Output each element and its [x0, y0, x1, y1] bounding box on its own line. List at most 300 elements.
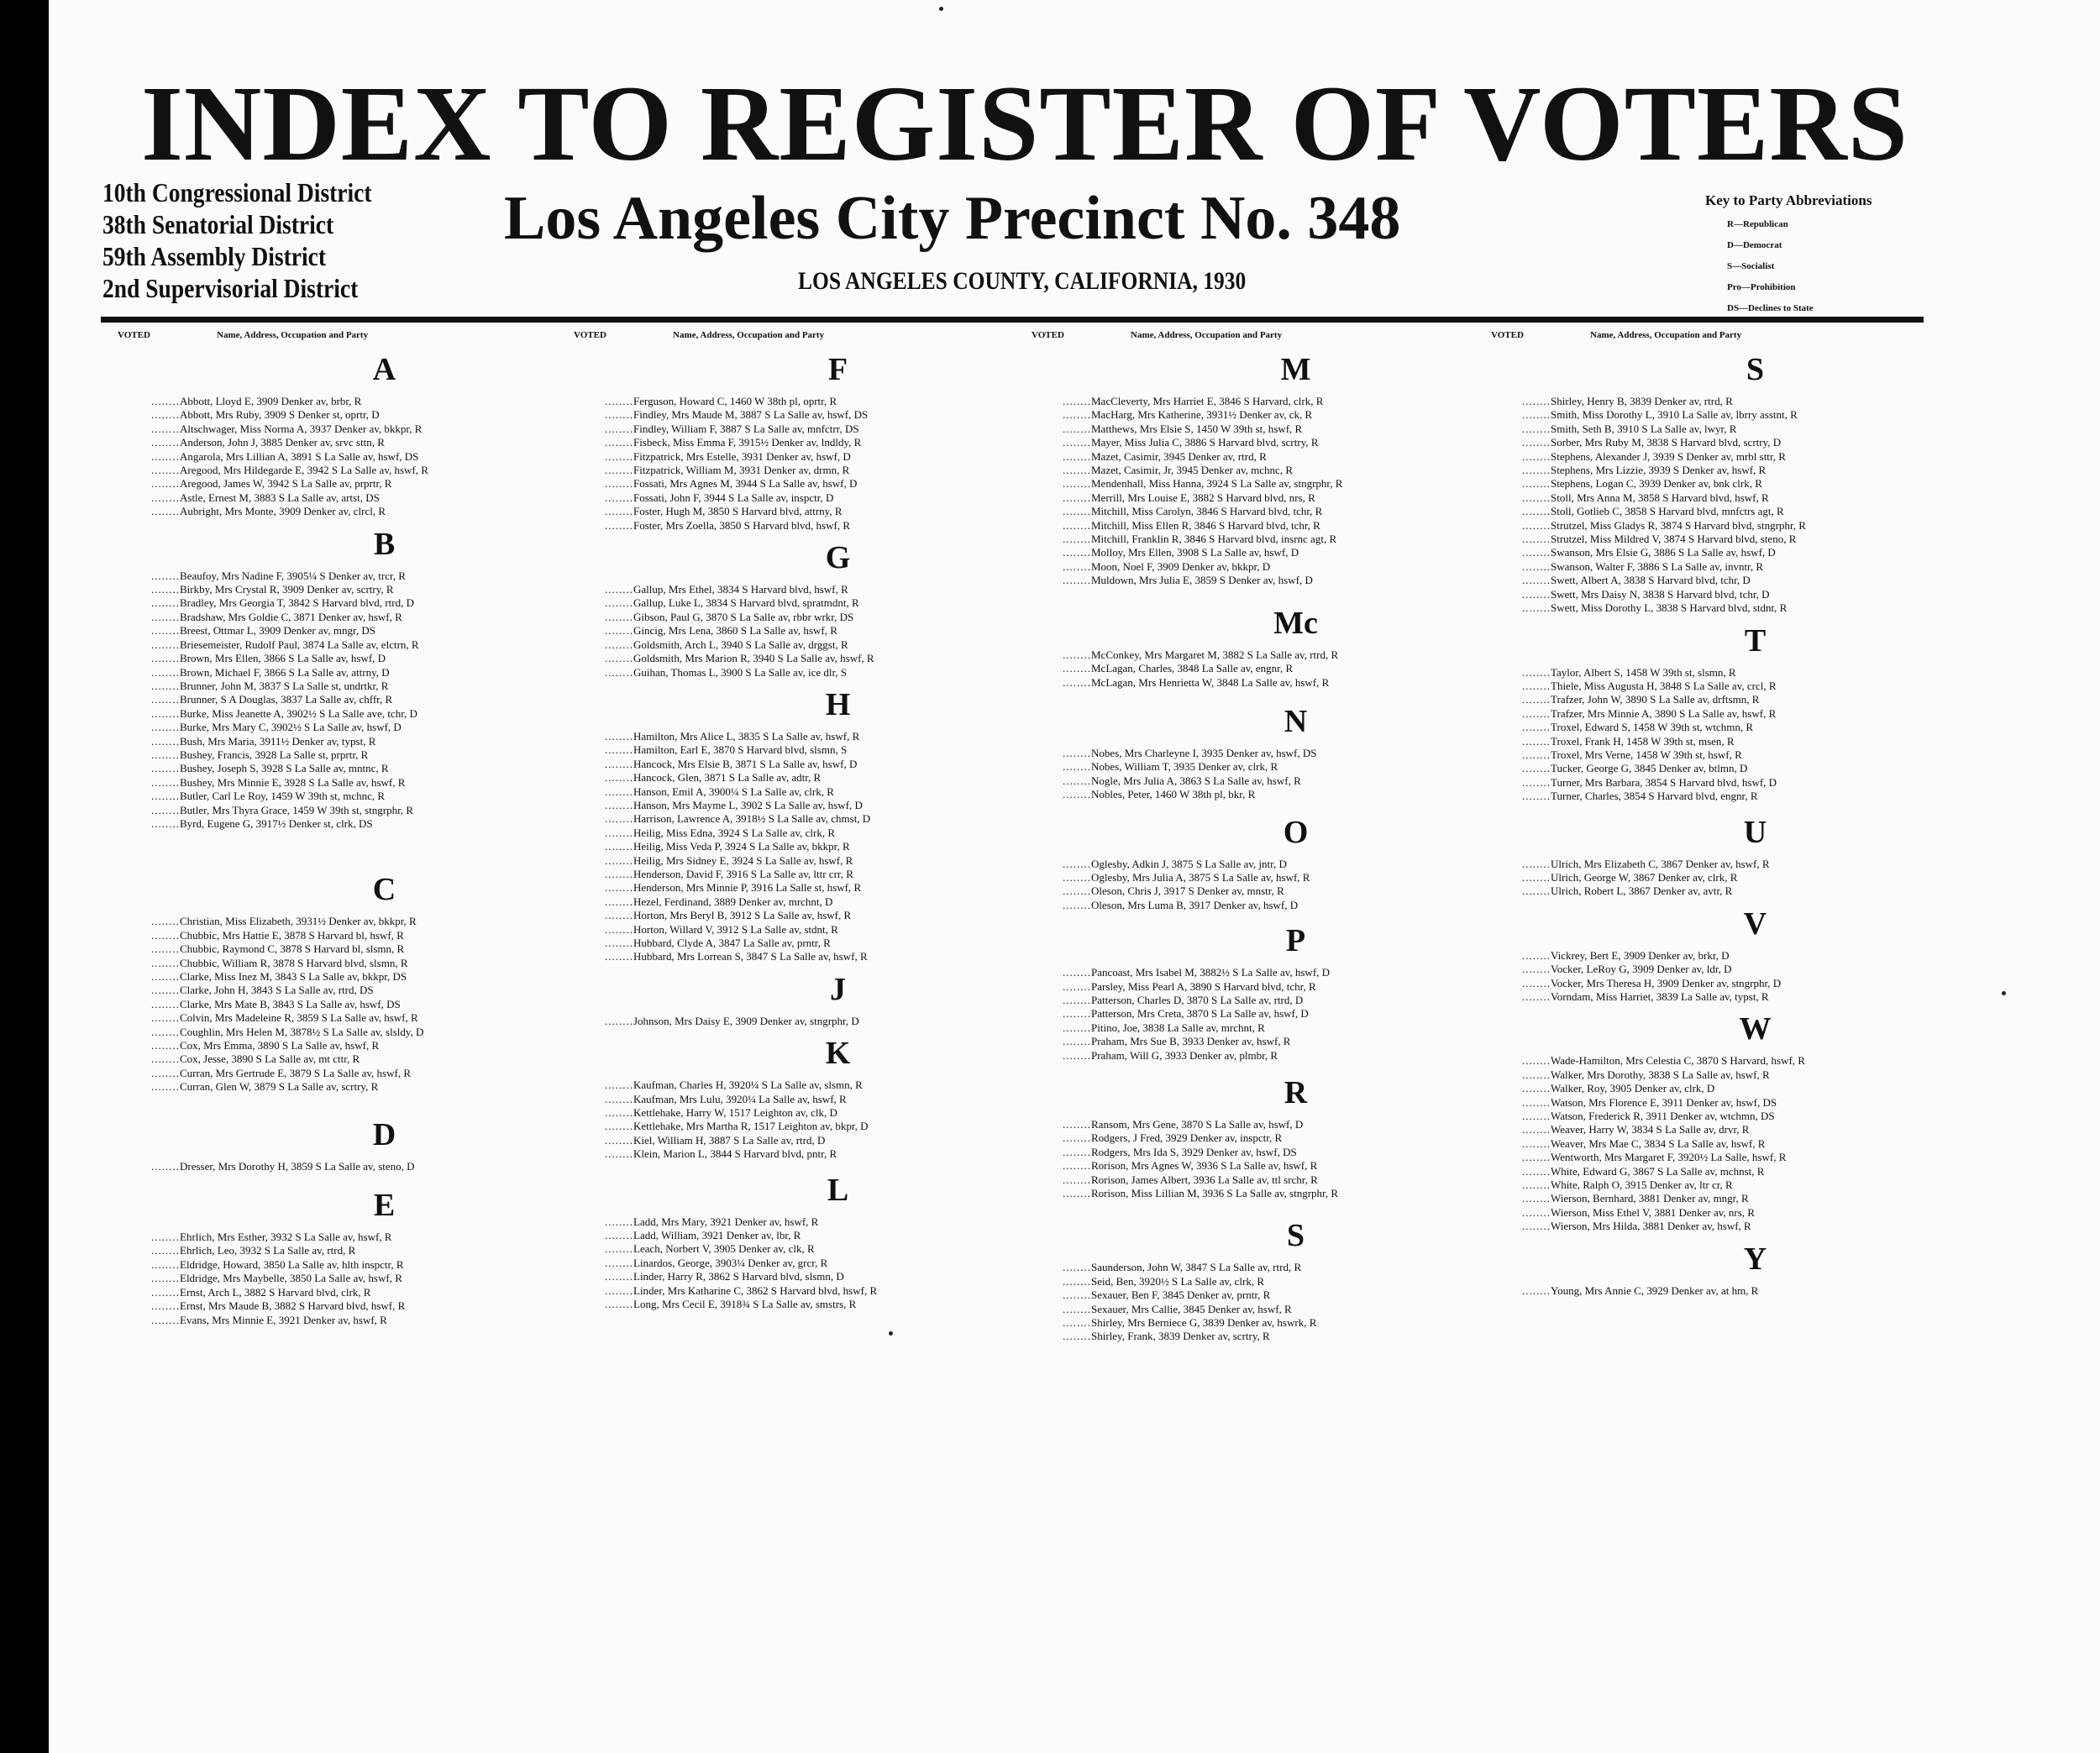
voted-blank: ........: [605, 812, 633, 826]
voted-blank: ........: [605, 422, 633, 435]
voted-blank: ........: [1522, 546, 1551, 559]
voted-blank: ........: [1522, 422, 1551, 435]
voted-blank: ........: [1522, 1151, 1551, 1164]
voted-blank: ........: [1522, 1283, 1551, 1297]
voter-name: Cox, Mrs Emma, 3890 S La Salle av, hswf, R: [180, 1039, 380, 1052]
voter-name: Wade-Hamilton, Mrs Celestia C, 3870 S Harvard, hswf, R: [1551, 1054, 1805, 1068]
voter-entry: [151, 817, 617, 831]
voter-entry: [151, 1272, 617, 1285]
voter-name: Ulrich, Robert L, 3867 Denker av, avtr, R: [1551, 884, 1733, 898]
voter-name: Hancock, Mrs Elsie B, 3871 S La Salle av, hswf, D: [633, 757, 858, 770]
voter-name: Bush, Mrs Maria, 3911½ Denker av, typst, R: [180, 734, 376, 748]
voter-entry: [605, 395, 1071, 408]
voter-name: Hubbard, Mrs Lorrean S, 3847 S La Salle av, hswf, R: [633, 950, 868, 963]
voter-entry: [605, 743, 1071, 757]
voter-entry: [1522, 533, 1988, 546]
voter-name: Ulrich, George W, 3867 Denker av, clrk, R: [1551, 870, 1738, 884]
voter-name: Vocker, LeRoy G, 3909 Denker av, ldr, D: [1551, 963, 1732, 976]
voter-name: Kettlehake, Mrs Martha R, 1517 Leighton av, bkpr, D: [633, 1120, 869, 1133]
letter-heading: J: [830, 971, 846, 1007]
column-heading: [118, 330, 368, 340]
county-line: LOS ANGELES COUNTY, CALIFORNIA, 1930: [798, 267, 1247, 295]
voter-name: Burke, Mrs Mary C, 3902½ S La Salle av, hswf, D: [180, 721, 402, 734]
voted-blank: ........: [605, 596, 633, 610]
voter-name: Coughlin, Mrs Helen M, 3878½ S La Salle av, slsldy, D: [180, 1025, 424, 1038]
voter-entry: [1522, 1165, 1988, 1178]
voted-blank: ........: [151, 956, 180, 969]
voter-entry: [1063, 871, 1529, 884]
voter-entry: [1522, 423, 1988, 436]
letter-heading: R: [1284, 1075, 1308, 1110]
voter-entry: [1063, 1159, 1529, 1173]
voter-name: Linder, Harry R, 3862 S Harvard blvd, slsmn, D: [633, 1270, 844, 1283]
voter-name: Mitchill, Miss Carolyn, 3846 S Harvard blvd, tchr, R: [1091, 505, 1323, 518]
voter-name: Turner, Charles, 3854 S Harvard blvd, engnr, R: [1551, 790, 1758, 803]
voter-name: Clarke, Miss Inez M, 3843 S La Salle av, bkkpr, DS: [180, 970, 407, 983]
voted-blank: ........: [605, 1079, 633, 1092]
voted-blank: ........: [151, 1066, 180, 1079]
letter-heading: W: [1739, 1011, 1772, 1047]
voter-entry: [1063, 395, 1529, 408]
voter-name: Wierson, Miss Ethel V, 3881 Denker av, nrs, R: [1551, 1205, 1755, 1219]
voter-entry: [1063, 747, 1529, 760]
voter-name: Goldsmith, Arch L, 3940 S La Salle av, drggst, R: [633, 638, 848, 651]
voter-entry: [1522, 693, 1988, 706]
voted-blank: ........: [1063, 559, 1091, 573]
voter-entry: [1522, 949, 1988, 963]
voter-name: Molloy, Mrs Ellen, 3908 S La Salle av, hswf, D: [1091, 546, 1299, 559]
voted-blank: ........: [151, 942, 180, 956]
voter-entry: [151, 569, 617, 583]
district-line: 10th Congressional District: [102, 177, 372, 207]
voter-entry: [1063, 574, 1529, 587]
voted-blank: ........: [605, 1014, 633, 1027]
voter-entry: [1522, 1220, 1988, 1233]
voter-name: Matthews, Mrs Elsie S, 1450 W 39th st, hswf, R: [1091, 422, 1303, 435]
party-key-title: Key to Party Abbreviations: [1705, 192, 1872, 208]
voter-name: Vickrey, Bert E, 3909 Denker av, brkr, D: [1551, 948, 1730, 962]
precinct-subtitle: Los Angeles City Precinct No. 348: [504, 184, 1401, 253]
voter-name: Briesemeister, Rudolf Paul, 3874 La Salle av, elctrn, R: [180, 638, 419, 651]
voter-name: Butler, Mrs Thyra Grace, 1459 W 39th st, stngrphr, R: [180, 803, 414, 816]
letter-heading: U: [1743, 814, 1767, 850]
voted-blank: ........: [605, 853, 633, 867]
district-line: 2nd Supervisorial District: [102, 273, 359, 303]
voter-name: Butler, Carl Le Roy, 1459 W 39th st, mchnc, R: [180, 790, 386, 803]
voter-name: Bushey, Mrs Minnie E, 3928 S La Salle av, hswf, R: [180, 775, 406, 789]
name-heading: Name, Address, Occupation and Party: [217, 330, 369, 340]
voter-entry: [1063, 450, 1529, 464]
voter-name: Rodgers, J Fred, 3929 Denker av, inspctr, R: [1091, 1131, 1283, 1145]
voted-blank: ........: [605, 436, 633, 449]
voter-name: Trafzer, Mrs Minnie A, 3890 S La Salle av, hswf, R: [1551, 706, 1777, 720]
voter-entry: [1522, 762, 1988, 775]
voter-name: Eldridge, Howard, 3850 La Salle av, hlth inspctr, R: [180, 1257, 404, 1271]
voter-entry: [1063, 994, 1529, 1007]
voter-entry: [1522, 588, 1988, 601]
voted-blank: ........: [605, 491, 633, 504]
voted-blank: ........: [1522, 436, 1551, 449]
voter-name: Mendenhall, Miss Hanna, 3924 S La Salle av, stngrphr, R: [1091, 477, 1343, 491]
voter-name: Swett, Mrs Daisy N, 3838 S Harvard blvd, tchr, D: [1551, 587, 1770, 601]
voted-blank: ........: [1522, 1054, 1551, 1068]
voted-blank: ........: [1063, 662, 1091, 675]
voter-name: Ladd, Mrs Mary, 3921 Denker av, hswf, R: [633, 1215, 819, 1228]
voter-entry: [1063, 1173, 1529, 1187]
voter-entry: [1522, 977, 1988, 990]
voter-name: Hezel, Ferdinand, 3889 Denker av, mrchnt, D: [633, 895, 833, 908]
voter-entry: [151, 1052, 617, 1066]
voter-column: [605, 353, 1071, 1312]
letter-heading: L: [827, 1172, 849, 1208]
voter-name: Swett, Albert A, 3838 S Harvard blvd, tchr, D: [1551, 574, 1751, 587]
voted-blank: ........: [151, 693, 180, 706]
voter-name: Kaufman, Charles H, 3920¼ S La Salle av, slsmn, R: [633, 1079, 863, 1092]
voted-blank: ........: [1522, 706, 1551, 720]
voter-name: Findley, Mrs Maude M, 3887 S La Salle av, hswf, DS: [633, 408, 869, 422]
voted-blank: ........: [1063, 760, 1091, 774]
column-heading: [574, 330, 824, 340]
letter-heading: K: [825, 1036, 851, 1072]
voted-blank: ........: [1063, 898, 1091, 911]
voter-entry: [151, 1299, 617, 1313]
voter-name: Shirley, Mrs Berniece G, 3839 Denker av, hswrk, R: [1091, 1316, 1317, 1330]
voter-name: Swanson, Walter F, 3886 S La Salle av, invntr, R: [1551, 559, 1764, 573]
voter-name: Mazet, Casimir, Jr, 3945 Denker av, mchnc, R: [1091, 464, 1293, 477]
voter-entry: [1522, 666, 1988, 680]
voter-name: Evans, Mrs Minnie E, 3921 Denker av, hswf, R: [180, 1313, 387, 1326]
voter-name: Watson, Frederick R, 3911 Denker av, wtchmn, DS: [1551, 1110, 1775, 1123]
voter-entry: [1522, 408, 1988, 422]
voted-blank: ........: [1522, 1136, 1551, 1150]
column-heading: [1491, 330, 1741, 340]
voter-name: Curran, Glen W, 3879 S La Salle av, scrtry, R: [180, 1080, 379, 1094]
voter-entry: [151, 957, 617, 970]
party-key-item: Pro—Prohibition: [1727, 282, 1796, 292]
voter-name: Troxel, Frank H, 1458 W 39th st, msen, R: [1551, 734, 1735, 748]
voted-blank: ........: [605, 826, 633, 839]
voter-name: Brown, Mrs Ellen, 3866 S La Salle av, hswf, D: [180, 652, 386, 665]
voter-entry: [1522, 1110, 1988, 1123]
voted-heading: VOTED: [1032, 330, 1064, 340]
voter-entry: [151, 1011, 617, 1025]
voter-entry: [1063, 1021, 1529, 1035]
voter-name: Findley, William F, 3887 S La Salle av, mnfctrr, DS: [633, 422, 859, 435]
voter-name: Beaufoy, Mrs Nadine F, 3905¼ S Denker av, trcr, R: [180, 569, 406, 582]
letter-heading: S: [1746, 352, 1765, 387]
voter-entry: [151, 748, 617, 762]
district-line: 38th Senatorial District: [102, 209, 334, 239]
voted-blank: ........: [1522, 1205, 1551, 1219]
voter-entry: [1063, 1131, 1529, 1145]
voter-entry: [1063, 966, 1529, 979]
voted-blank: ........: [151, 970, 180, 983]
voter-name: Heilig, Miss Veda P, 3924 S La Salle av, bkkpr, R: [633, 840, 850, 853]
voter-name: Chubbic, William R, 3878 S Harvard blvd, slsmn, R: [180, 956, 408, 969]
voter-entry: [151, 652, 617, 665]
voter-name: Patterson, Charles D, 3870 S La Salle av, rtrd, D: [1091, 993, 1304, 1006]
voter-name: Oglesby, Adkin J, 3875 S La Salle av, jntr, D: [1091, 857, 1287, 870]
voter-entry: [1522, 560, 1988, 574]
voter-name: Fitzpatrick, William M, 3931 Denker av, drmn, R: [633, 464, 850, 477]
voter-entry: [151, 1231, 617, 1244]
voter-entry: [1063, 423, 1529, 436]
voted-blank: ........: [1522, 679, 1551, 692]
voter-name: Young, Mrs Annie C, 3929 Denker av, at hm, R: [1551, 1283, 1759, 1297]
voter-entry: [1522, 884, 1988, 898]
voted-blank: ........: [1522, 1178, 1551, 1192]
voter-name: Clarke, Mrs Mate B, 3843 S La Salle av, hswf, DS: [180, 997, 401, 1010]
voter-entry: [151, 721, 617, 734]
voter-entry: [1522, 574, 1988, 587]
letter-heading: S: [1286, 1218, 1305, 1254]
voter-entry: [1063, 899, 1529, 912]
name-heading: Name, Address, Occupation and Party: [673, 330, 825, 340]
voter-name: Wentworth, Mrs Margaret F, 3920½ La Salle, hswf, R: [1551, 1151, 1787, 1164]
voted-blank: ........: [605, 1242, 633, 1256]
voted-blank: ........: [605, 464, 633, 477]
voted-blank: ........: [151, 1313, 180, 1326]
voter-name: Brunner, S A Douglas, 3837 La Salle av, chffr, R: [180, 693, 393, 706]
voted-blank: ........: [151, 624, 180, 638]
voted-blank: ........: [151, 803, 180, 816]
voter-entry: [605, 854, 1071, 868]
voter-entry: [151, 680, 617, 693]
voter-entry: [605, 624, 1071, 638]
voted-blank: ........: [1522, 884, 1551, 898]
voter-name: Moon, Noel F, 3909 Denker av, bkkpr, D: [1091, 559, 1271, 573]
voter-name: Aubright, Mrs Monte, 3909 Denker av, clrcl, R: [180, 505, 386, 518]
voted-blank: ........: [605, 909, 633, 922]
voter-name: Breest, Ottmar L, 3909 Denker av, mngr, DS: [180, 624, 375, 638]
voter-entry: [1063, 1146, 1529, 1159]
voter-entry: [1063, 505, 1529, 518]
voter-entry: [1522, 519, 1988, 533]
voter-name: Brown, Michael F, 3866 S La Salle av, attrny, D: [180, 665, 390, 679]
voter-name: Gibson, Paul G, 3870 S La Salle av, rbbr wrkr, DS: [633, 610, 854, 623]
voted-blank: ........: [151, 1272, 180, 1285]
letter-heading: V: [1743, 905, 1767, 942]
voter-entry: [1522, 1151, 1988, 1164]
column-heading: [1032, 330, 1282, 340]
ink-speck: [889, 1331, 893, 1336]
voter-name: Gincig, Mrs Lena, 3860 S La Salle av, hswf, R: [633, 624, 837, 638]
voted-blank: ........: [605, 610, 633, 623]
voter-name: Praham, Mrs Sue B, 3933 Denker av, hswf, R: [1091, 1035, 1291, 1048]
voter-name: Hubbard, Clyde A, 3847 La Salle av, prntr, R: [633, 937, 831, 949]
voted-blank: ........: [151, 1299, 180, 1313]
voter-entry: [151, 423, 617, 436]
voted-blank: ........: [1522, 533, 1551, 546]
voted-blank: ........: [1063, 1131, 1091, 1145]
voter-name: Long, Mrs Cecil E, 3918¾ S La Salle av, smstrs, R: [633, 1298, 857, 1311]
voted-blank: ........: [1063, 491, 1091, 504]
voter-name: McConkey, Mrs Margaret M, 3882 S La Salle av, rtrd, R: [1091, 648, 1339, 661]
voter-name: Weaver, Mrs Mae C, 3834 S La Salle av, hswf, R: [1551, 1136, 1766, 1150]
voter-entry: [605, 1270, 1071, 1283]
voter-entry: [1522, 1284, 1988, 1298]
party-key: [1705, 190, 1872, 319]
voter-entry: [1063, 1007, 1529, 1021]
party-key-item: D—Democrat: [1727, 240, 1782, 250]
voter-name: Smith, Seth B, 3910 S La Salle av, lwyr, R: [1551, 422, 1737, 435]
voter-entry: [151, 408, 617, 422]
voter-entry: [151, 450, 617, 464]
letter-heading: E: [373, 1188, 396, 1224]
voter-entry: [605, 950, 1071, 963]
voted-blank: ........: [1063, 1289, 1091, 1302]
voted-blank: ........: [1522, 395, 1551, 407]
voter-entry: [1063, 1261, 1529, 1274]
voter-name: Thiele, Miss Augusta H, 3848 S La Salle av, crcl, R: [1551, 679, 1777, 692]
voter-name: Altschwager, Miss Norma A, 3937 Denker av, bkkpr, R: [180, 422, 423, 435]
voter-entry: [605, 771, 1071, 785]
voter-name: Linder, Mrs Katharine C, 3862 S Harvard blvd, hswf, R: [633, 1283, 878, 1297]
voter-name: Shirley, Frank, 3839 Denker av, scrtry, R: [1091, 1330, 1270, 1343]
voted-blank: ........: [1063, 746, 1091, 759]
voter-entry: [1522, 477, 1988, 491]
voter-entry: [151, 762, 617, 775]
voter-entry: [1522, 871, 1988, 884]
voter-entry: [1063, 662, 1529, 675]
voter-name: Heilig, Mrs Sidney E, 3924 S La Salle av, hswf, R: [633, 853, 853, 867]
voted-blank: ........: [605, 395, 633, 407]
voter-entry: [605, 638, 1071, 652]
voter-entry: [605, 1106, 1071, 1120]
voter-name: Patterson, Mrs Creta, 3870 S La Salle av, hswf, D: [1091, 1007, 1309, 1021]
voted-blank: ........: [1522, 464, 1551, 477]
voter-name: Heilig, Miss Edna, 3924 S La Salle av, clrk, R: [633, 826, 835, 839]
voter-entry: [1522, 1068, 1988, 1082]
voter-entry: [1063, 884, 1529, 898]
voted-blank: ........: [151, 997, 180, 1010]
voted-blank: ........: [151, 1231, 180, 1244]
voter-entry: [1063, 1289, 1529, 1302]
voter-column: [1522, 353, 1988, 1298]
letter-heading: O: [1283, 814, 1309, 850]
voter-entry: [605, 881, 1071, 895]
voter-name: Mazet, Casimir, 3945 Denker av, rtrd, R: [1091, 449, 1267, 463]
voter-entry: [151, 1314, 617, 1327]
voter-entry: [605, 666, 1071, 680]
voter-entry: [151, 464, 617, 477]
voter-entry: [151, 611, 617, 624]
voter-entry: [1063, 676, 1529, 690]
voter-name: Rorison, Mrs Agnes W, 3936 S La Salle av, hswf, R: [1091, 1159, 1318, 1173]
voter-name: Foster, Hugh M, 3850 S Harvard blvd, attrny, R: [633, 505, 843, 518]
voted-blank: ........: [151, 1052, 180, 1066]
letter-heading: A: [372, 352, 396, 387]
voter-name: Muldown, Mrs Julia E, 3859 S Denker av, hswf, D: [1091, 574, 1313, 587]
voter-entry: [1522, 858, 1988, 871]
voter-name: Weaver, Harry W, 3834 S La Salle av, drvr, R: [1551, 1123, 1750, 1136]
voter-entry: [151, 1067, 617, 1080]
voter-name: Mitchill, Miss Ellen R, 3846 S Harvard blvd, tchr, R: [1091, 518, 1320, 532]
voter-name: Abbott, Mrs Ruby, 3909 S Denker st, oprtr, D: [180, 408, 380, 422]
voted-blank: ........: [1522, 1082, 1551, 1095]
voter-entry: [1522, 707, 1988, 721]
voted-blank: ........: [151, 748, 180, 761]
voter-entry: [151, 436, 617, 449]
voted-blank: ........: [605, 449, 633, 463]
voter-name: Ransom, Mrs Gene, 3870 S La Salle av, hswf, D: [1091, 1118, 1304, 1131]
voted-blank: ........: [1522, 870, 1551, 884]
voter-entry: [605, 477, 1071, 491]
voter-name: White, Ralph O, 3915 Denker av, ltr cr, R: [1551, 1178, 1733, 1192]
voter-entry: [1063, 980, 1529, 994]
voter-entry: [1522, 1137, 1988, 1151]
voter-entry: [1063, 1303, 1529, 1316]
voter-entry: [151, 624, 617, 638]
voter-entry: [151, 790, 617, 803]
voter-entry: [1522, 790, 1988, 803]
voted-blank: ........: [1522, 518, 1551, 532]
voter-name: Leach, Norbert V, 3905 Denker av, clk, R: [633, 1242, 815, 1256]
voted-blank: ........: [1063, 979, 1091, 993]
voter-entry: [151, 666, 617, 680]
voter-entry: [1063, 491, 1529, 505]
voter-entry: [151, 998, 617, 1011]
scan-border: [0, 0, 49, 1753]
voted-blank: ........: [605, 922, 633, 936]
voter-name: Clarke, John H, 3843 S La Salle av, rtrd, DS: [180, 984, 374, 997]
voter-name: Kettlehake, Harry W, 1517 Leighton av, clk, D: [633, 1106, 837, 1120]
voter-name: Burke, Miss Jeanette A, 3902½ S La Salle ave, tchr, D: [180, 706, 417, 720]
voter-entry: [1522, 1096, 1988, 1110]
voted-blank: ........: [605, 895, 633, 908]
voted-blank: ........: [1063, 1118, 1091, 1131]
voted-blank: ........: [1063, 884, 1091, 898]
voter-name: Horton, Mrs Beryl B, 3912 S La Salle av, hswf, R: [633, 909, 852, 922]
voted-blank: ........: [1063, 857, 1091, 870]
voter-entry: [1063, 788, 1529, 801]
voter-name: Aregood, Mrs Hildegarde E, 3942 S La Salle av, hswf, R: [180, 464, 428, 477]
voted-blank: ........: [605, 638, 633, 651]
voter-name: Strutzel, Miss Gladys R, 3874 S Harvard blvd, stngrphr, R: [1551, 518, 1806, 532]
voted-blank: ........: [1063, 574, 1091, 587]
voted-blank: ........: [1522, 1095, 1551, 1109]
voted-blank: ........: [1063, 1159, 1091, 1173]
voted-blank: ........: [1063, 1187, 1091, 1200]
voted-blank: ........: [1522, 762, 1551, 775]
voter-name: Harrison, Lawrence A, 3918½ S La Salle av, chmst, D: [633, 812, 871, 826]
voter-name: Henderson, David F, 3916 S La Salle av, lttr crr, R: [633, 867, 853, 880]
voted-blank: ........: [1063, 966, 1091, 979]
voter-name: Stoll, Gotlieb C, 3858 S Harvard blvd, mnfctrs agt, R: [1551, 505, 1784, 518]
voter-column: [1063, 353, 1529, 1344]
voter-name: Linardos, George, 3903¼ Denker av, grcr, R: [633, 1256, 828, 1269]
voter-name: Abbott, Lloyd E, 3909 Denker av, brbr, R: [180, 395, 362, 407]
voter-name: Astle, Ernest M, 3883 S La Salle av, artst, DS: [180, 491, 380, 504]
voter-entry: [151, 984, 617, 997]
voted-blank: ........: [605, 1283, 633, 1297]
voter-entry: [1522, 1178, 1988, 1192]
voter-entry: [605, 1015, 1071, 1028]
voted-blank: ........: [605, 1229, 633, 1242]
voted-blank: ........: [1063, 1274, 1091, 1288]
voter-entry: [151, 735, 617, 748]
voter-name: Rorison, Miss Lillian M, 3936 S La Salle av, stngrphr, R: [1091, 1187, 1339, 1200]
voted-blank: ........: [1522, 693, 1551, 706]
voter-name: Hancock, Glen, 3871 S La Salle av, adtr, R: [633, 771, 822, 785]
voter-name: Kaufman, Mrs Lulu, 3920¼ La Salle av, hswf, R: [633, 1092, 847, 1105]
voter-name: McLagan, Charles, 3848 La Salle av, engnr, R: [1091, 662, 1294, 675]
letter-heading: T: [1744, 622, 1767, 659]
voter-entry: [1063, 533, 1529, 546]
voter-entry: [605, 1257, 1071, 1270]
voter-name: Sexauer, Ben F, 3845 Denker av, prntr, R: [1091, 1289, 1271, 1302]
voter-entry: [605, 583, 1071, 596]
